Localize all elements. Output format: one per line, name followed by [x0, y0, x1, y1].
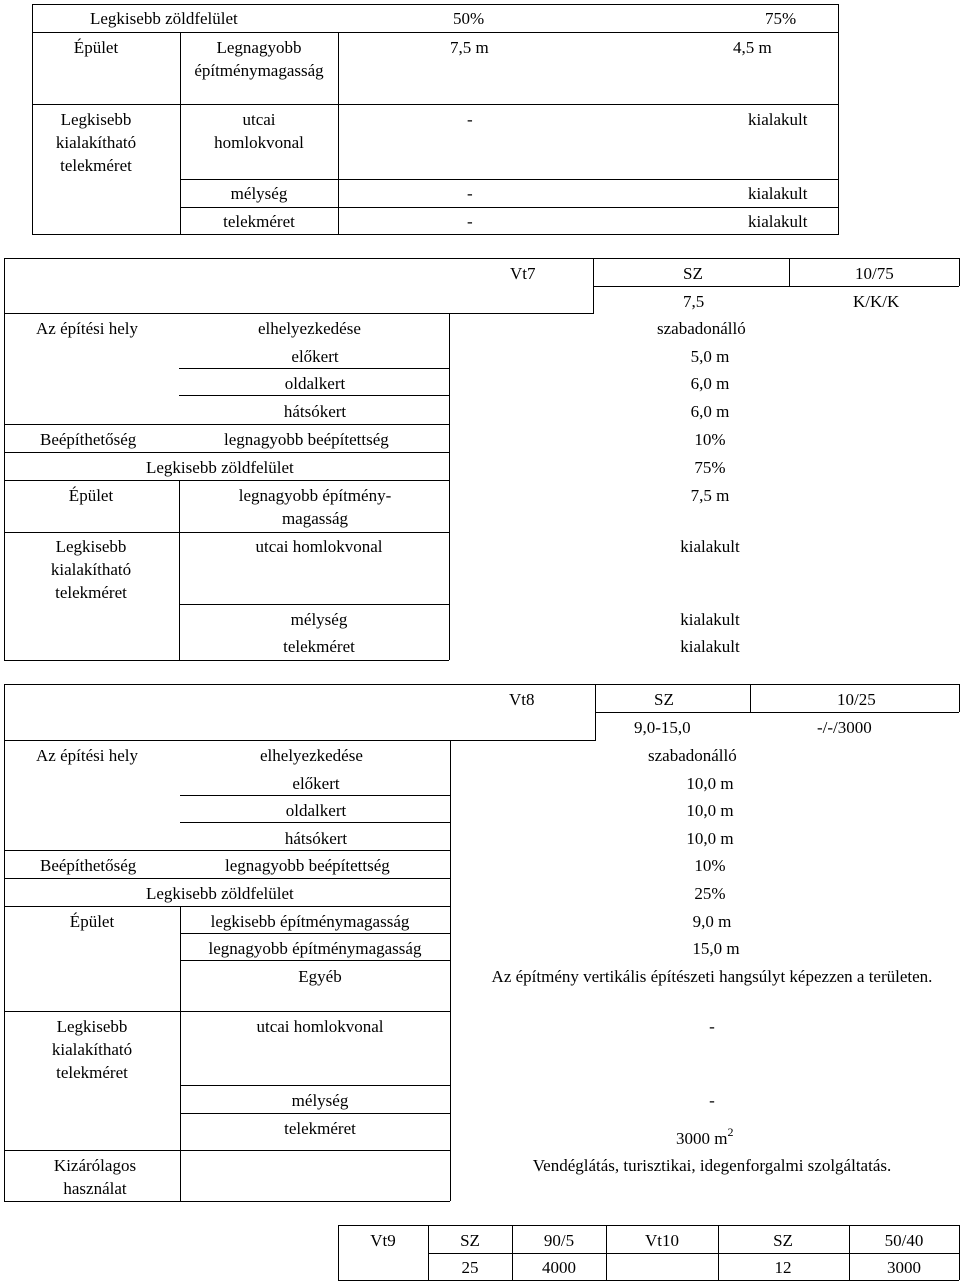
zone-sz: SZ [654, 690, 674, 709]
min-height-label: legkisebb építménymagasság [210, 912, 410, 931]
plot-size-value: kialakult [680, 637, 740, 656]
side-yard-value: 6,0 m [690, 374, 730, 393]
min-plot-label: Legkisebb kialakítható telekméret [51, 1017, 133, 1082]
depth-value-1: - [467, 184, 473, 203]
vt10-ratio: 50/40 [884, 1231, 924, 1250]
plot-size-value: 3000 $m^2$ [676, 1125, 734, 1148]
green-area-label: Legkisebb zöldfelület [90, 9, 238, 28]
green-area-value: 75% [694, 458, 726, 477]
front-yard-label: előkert [291, 347, 339, 366]
back-yard-value: 6,0 m [690, 402, 730, 421]
buildability-label: Beépíthetőség [40, 430, 137, 449]
building-label: Épület [69, 912, 115, 931]
placement-value: szabadonálló [657, 319, 746, 338]
street-front-label: utcai homlokvonal [256, 1017, 384, 1036]
zone-code: Vt7 [510, 264, 536, 283]
vt9-height: 25 [461, 1258, 479, 1277]
front-yard-value: 5,0 m [690, 347, 730, 366]
plot-size-label: telekméret [223, 212, 295, 231]
building-label: Épület [73, 38, 119, 57]
side-yard-label: oldalkert [284, 374, 346, 393]
zone-ratio: 10/75 [855, 264, 894, 283]
vt9-plot: 4000 [542, 1258, 576, 1277]
building-site-label: Az építési hely [36, 319, 138, 338]
building-label: Épület [68, 486, 114, 505]
back-yard-label: hátsókert [284, 829, 348, 848]
plot-size-value-2: kialakult [748, 212, 808, 231]
street-front-value: kialakult [680, 537, 740, 556]
back-yard-value: 10,0 m [686, 829, 734, 848]
max-coverage-value: 10% [694, 856, 726, 875]
zone-height: 9,0-15,0 [634, 718, 691, 737]
buildability-label: Beépíthetőség [40, 856, 137, 875]
placement-label: elhelyezkedése [260, 746, 363, 765]
placement-label: elhelyezkedése [258, 319, 361, 338]
vt10-sz: SZ [773, 1231, 793, 1250]
green-area-value-2: 75% [765, 9, 797, 28]
zone-sz: SZ [683, 264, 703, 283]
max-height-value: 15,0 m [692, 939, 740, 958]
max-height-label: legnagyobb építmény-magasság [238, 486, 392, 528]
max-height-label: Legnagyobb építménymagasság [194, 38, 324, 80]
max-coverage-label: legnagyobb beépítettség [224, 430, 389, 449]
street-front-label: utcai homlokvonal [214, 110, 304, 152]
depth-value-2: kialakult [748, 184, 808, 203]
street-front-value-1: - [467, 110, 473, 129]
vt10-height: 12 [774, 1258, 792, 1277]
max-height-value-1: 7,5 m [450, 38, 489, 57]
exclusive-use-value: Vendéglátás, turisztikai, idegenforgalmi szolgáltatás. [532, 1156, 892, 1175]
exclusive-use-label: Kizárólagos használat [53, 1156, 137, 1198]
green-area-value-1: 50% [453, 9, 485, 28]
front-yard-value: 10,0 m [686, 774, 734, 793]
max-height-label: legnagyobb építménymagasság [208, 939, 422, 958]
side-yard-value: 10,0 m [686, 801, 734, 820]
other-label: Egyéb [298, 967, 342, 986]
street-front-label: utcai homlokvonal [255, 537, 383, 556]
min-height-value: 9,0 m [692, 912, 732, 931]
depth-value: kialakult [680, 610, 740, 629]
green-area-value: 25% [694, 884, 726, 903]
min-plot-label: Legkisebb kialakítható telekméret [50, 537, 132, 602]
building-site-label: Az építési hely [36, 746, 138, 765]
min-plot-label: Legkisebb kialakítható telekméret [55, 110, 137, 175]
depth-value: - [709, 1091, 715, 1110]
plot-size-label: telekméret [284, 1119, 356, 1138]
zone-height: 7,5 [683, 292, 705, 311]
street-front-value-2: kialakult [748, 110, 808, 129]
vt9-ratio: 90/5 [543, 1231, 575, 1250]
depth-label: mélység [291, 1091, 349, 1110]
front-yard-label: előkert [292, 774, 340, 793]
side-yard-label: oldalkert [285, 801, 347, 820]
max-height-value-2: 4,5 m [733, 38, 772, 57]
back-yard-label: hátsókert [283, 402, 347, 421]
zone-kkk: K/K/K [853, 292, 900, 311]
placement-value: szabadonálló [648, 746, 737, 765]
zone-ratio: 10/25 [837, 690, 876, 709]
plot-size-label: telekméret [283, 637, 355, 656]
other-value: Az építmény vertikális építészeti hangsúlyt képezzen a területen. [491, 967, 933, 986]
street-front-value: - [709, 1017, 715, 1036]
max-coverage-value: 10% [694, 430, 726, 449]
max-height-value: 7,5 m [690, 486, 730, 505]
zone-extra: -/-/3000 [817, 718, 872, 737]
max-coverage-label: legnagyobb beépítettség [225, 856, 390, 875]
depth-label: mélység [230, 184, 288, 203]
vt10-code: Vt10 [645, 1231, 679, 1250]
zone-code: Vt8 [509, 690, 535, 709]
green-area-label: Legkisebb zöldfelület [146, 884, 294, 903]
plot-size-value-1: - [467, 212, 473, 231]
vt9-code: Vt9 [370, 1231, 396, 1250]
depth-label: mélység [290, 610, 348, 629]
vt10-plot: 3000 [887, 1258, 921, 1277]
vt9-sz: SZ [460, 1231, 480, 1250]
green-area-label: Legkisebb zöldfelület [146, 458, 294, 477]
